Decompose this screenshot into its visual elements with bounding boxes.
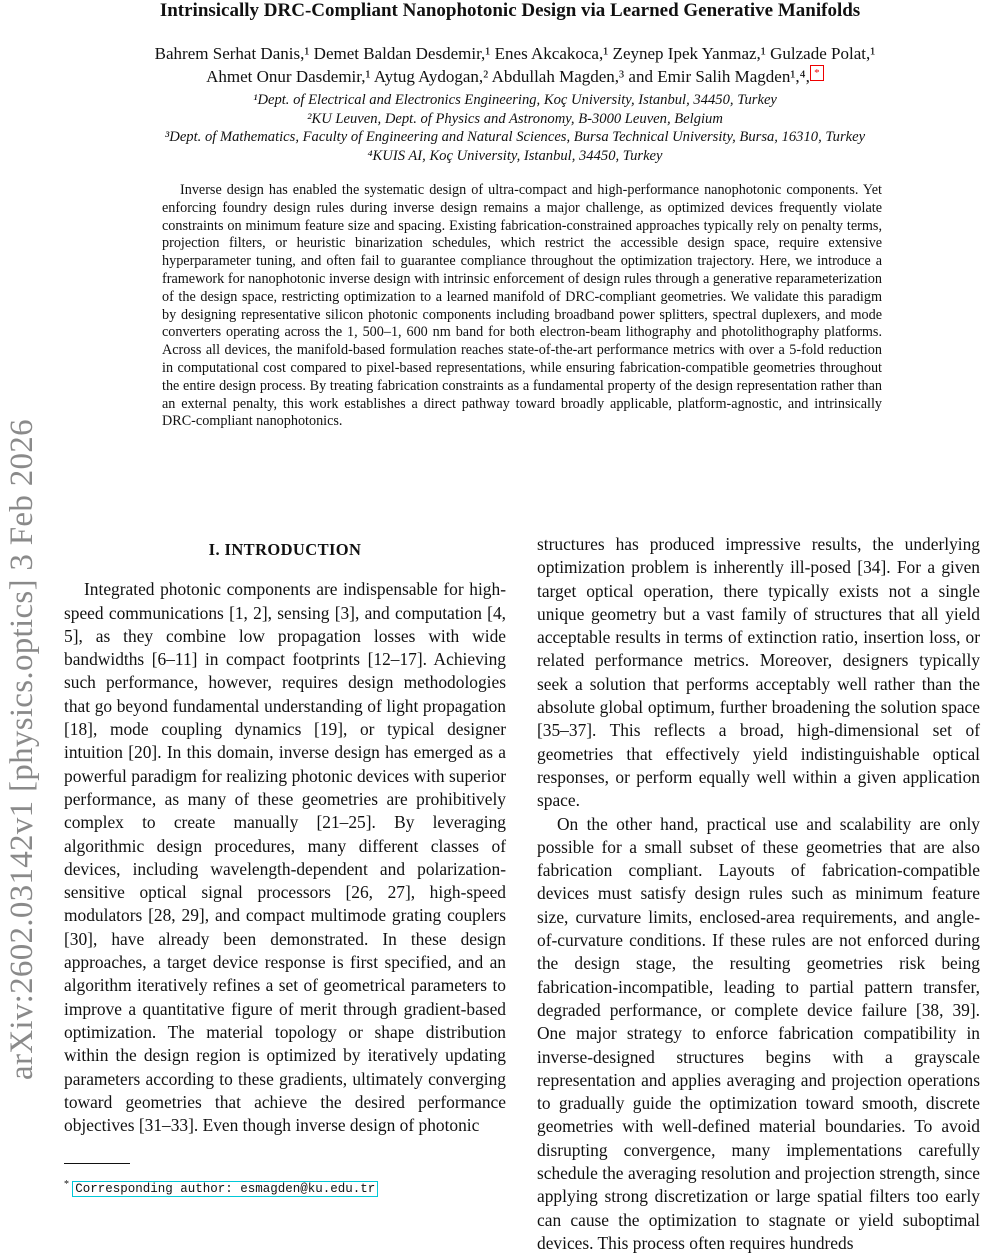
footnote-divider [64,1163,130,1164]
abstract: Inverse design has enabled the systematic design of ultra-compact and high-performance nanophotonic components. Yet enforcing foundry design rules during inverse design remains a major challenge, as optimized devices frequently violate constraints on minimum feature size and spacing. Existing fabrication-constrained approaches typically rely on penalty terms, projection filters, or heuristic binarization schedules, which restrict the accessible design space, require extensive hyperparameter tuning, and often fail to guarantee compliance throughout the optimization trajectory. Here, we introduce a framework for nanophotonic inverse design with intrinsic enforcement of design rules through a generative reparameterization of the design space, restricting optimization to a learned manifold of DRC-compliant geometries. We validate this paradigm by designing representative silicon photonic components including broadband power splitters, spectral duplexers, and mode converters operating across the 1, 500–1, 600 nm band for both electron-beam lithography and photolithography platforms. Across all devices, the manifold-based formulation reaches state-of-the-art performance metrics with over a 5-fold reduction in computational cost compared to pixel-based representations, while ensuring fabrication-compatible geometries throughout the entire design process. By treating fabrication constraints as a fundamental property of the design representation rather than an external penalty, this work establishes a direct pathway toward broadly applicable, platform-agnostic, and intrinsically DRC-compliant nanophotonics. [162,182,882,430]
paper-title: Intrinsically DRC-Compliant Nanophotonic Design via Learned Generative Manifolds [159,0,861,21]
right-column [537,533,980,1255]
affiliation-2: ²KU Leuven, Dept. of Physics and Astronomy, B-3000 Leuven, Belgium [307,110,723,127]
author-line-2-text: Ahmet Onur Dasdemir,¹ Aytug Aydogan,² Abdullah Magden,³ and Emir Salih Magden¹,⁴, [206,67,810,86]
left-column [64,536,506,1137]
corresponding-author-email-link[interactable]: Corresponding author: esmagden@ku.edu.tr [72,1181,378,1197]
intro-paragraph-1-continued: structures has produced impressive results, the underlying optimization problem is inherently ill-posed [34]. For a given target optical operation, there typically exists not a single unique geometry but a vast family of structures that all yield acceptable results in terms of extinction ratio, insertion loss, or related performance metrics. Moreover, designers typically seek a solution that performs acceptably well rather than the absolute global optimum, further broadening the solution space [35–37]. This reflects a broad, high-dimensional set of geometries that effectively yield indistinguishable optical responses, or perform equally well within a given application space. [537,534,980,811]
affiliation-1: ¹Dept. of Electrical and Electronics Engineering, Koç University, Istanbul, 34450, Turkey [253,92,777,108]
affiliations [50,91,980,165]
footnote [64,1179,378,1196]
footnote-mark: * [64,1179,69,1190]
affiliation-3: ³Dept. of Mathematics, Faculty of Engineering and Natural Sciences, Bursa Technical University, Bursa, 16310, Turkey [164,129,866,145]
author-list [50,42,980,88]
corresponding-author-link[interactable]: * [810,65,824,81]
intro-paragraph-1: Integrated photonic components are indispensable for high-speed communications [1, 2], sensing [3], and computation [4, 5], as they combine low propagation losses with wide bandwidths [6–11] in compact footprints [12–17]. Achieving such performance, however, requires design methodologies that go beyond fundamental understanding of light propagation [18], mode coupling dynamics [19], or typical designer intuition [20]. In this domain, inverse design has emerged as a powerful paradigm for realizing photonic devices with superior performance, as many of these geometries are prohibitively complex to create manually [21–25]. By leveraging algorithmic design procedures, many different classes of devices, including wavelength-dependent and polarization-sensitive optical signal processors [26, 27], high-speed modulators [28, 29], and compact multimode grating couplers [30], have already been demonstrated. In these design approaches, a target device response is first specified, and an algorithm iteratively refines a set of geometrical parameters to improve a quantitative figure of merit through gradient-based optimization. The material topology or shape distribution within the design region is optimized by iteratively updating parameters according to these gradients, ultimately converging toward geometries that achieve the desired performance objectives [31–33]. Even though inverse design of photonic [64,579,506,1136]
intro-paragraph-2: On the other hand, practical use and scalability are only possible for a small subset of these geometries that are also fabrication compliant. Layouts of fabrication-compatible devices must satisfy design rules such as minimum feature size, curvature limits, enclosed-area requirements, and angle-of-curvature conditions. If these rules are not enforced during the design stage, the resulting geometries risk being fabrication-incompatible, leading to partial pattern transfer, degraded performance, or complete device failure [38, 39]. One major strategy to enforce fabrication compatibility in inverse-designed structures begins with a grayscale representation and applies averaging and projection operations to gradually guide the optimization toward smooth, discrete geometries with well-defined material boundaries. To avoid disrupting convergence, many implementations carefully schedule the averaging resolution and projection strength, since applying strong discretization or large spatial filters too early can cause the optimization to stagnate or yield suboptimal devices. This process often requires hundreds [537,813,980,1253]
author-line-1: Bahrem Serhat Danis,¹ Demet Baldan Desdemir,¹ Enes Akcakoca,¹ Zeynep Ipek Yanmaz,¹ Gulzade Polat,¹ [154,44,876,63]
arxiv-identifier-stamp: arXiv:2602.03142v1 [physics.optics] 3 Feb 2026 [4,419,40,1080]
affiliation-4: ⁴KUIS AI, Koç University, Istanbul, 34450, Turkey [367,147,663,164]
author-line-2 [50,65,980,88]
section-heading-introduction: I. INTRODUCTION [208,540,362,559]
